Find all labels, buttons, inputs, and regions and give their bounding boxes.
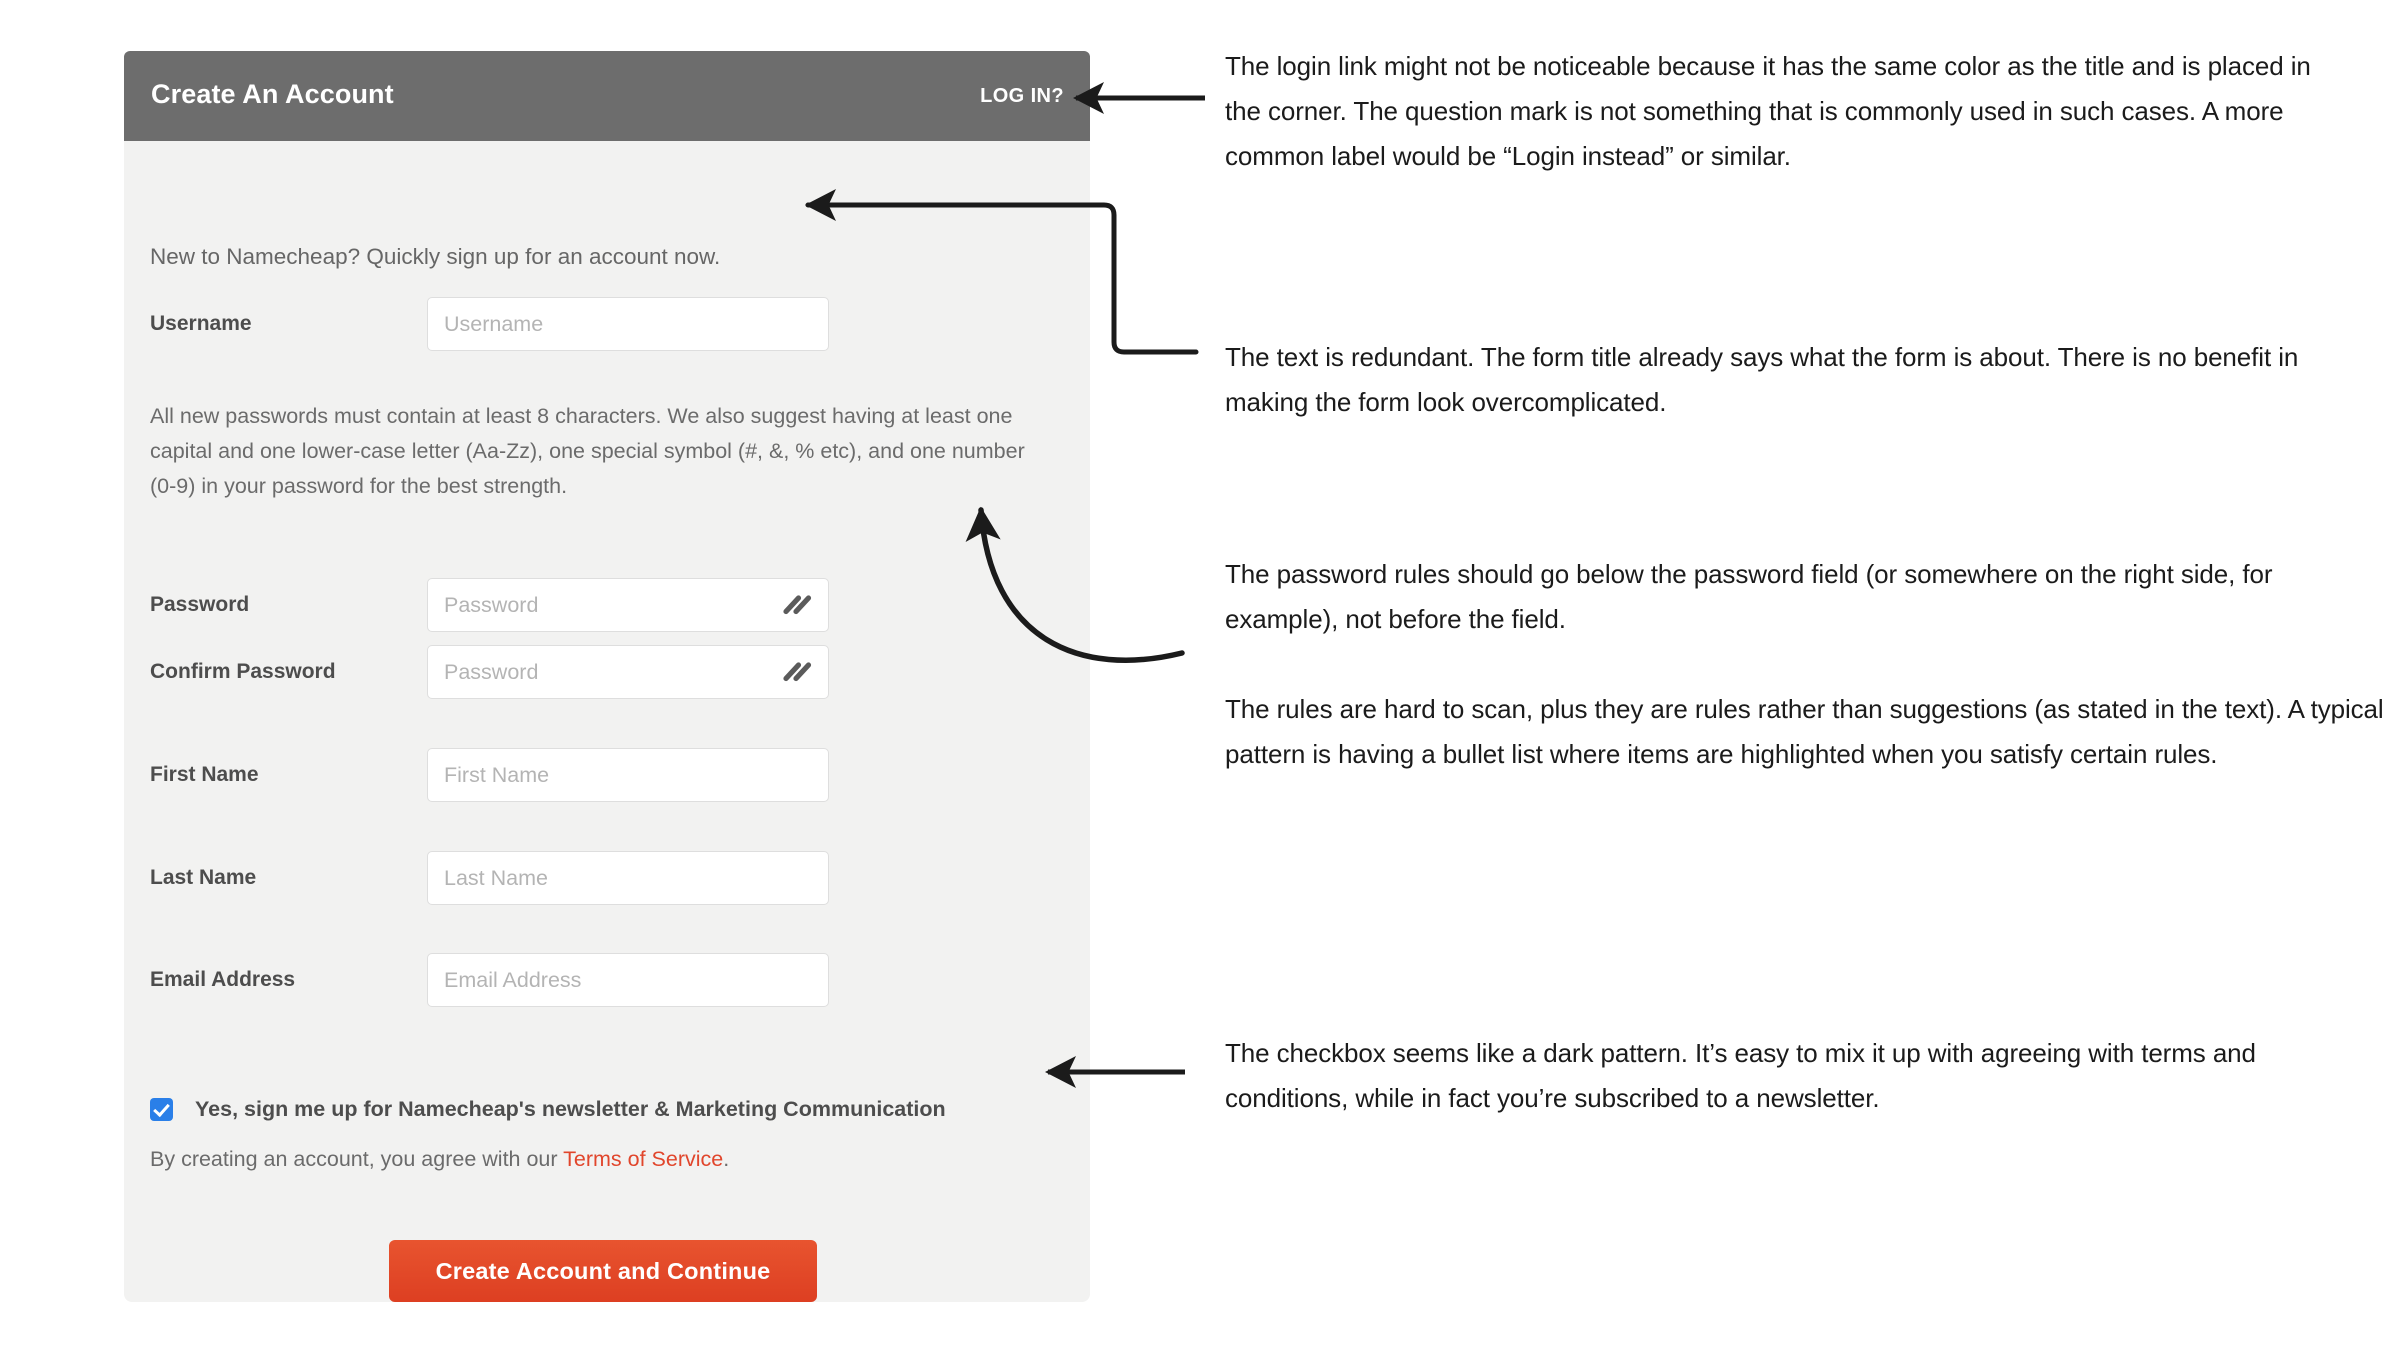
annotation-password-rules-scannability: The rules are hard to scan, plus they are rules rather than suggestions (as stated in the text). A typical pattern is having a bullet list where items are highlighted when you satisfy certain rules.	[1225, 694, 2384, 769]
create-account-button[interactable]: Create Account and Continue	[389, 1240, 817, 1302]
field-label-password: Password	[150, 593, 250, 616]
field-row-last-name	[150, 851, 890, 905]
field-row-first-name	[150, 748, 890, 802]
field-label-first-name: First Name	[150, 763, 259, 786]
password-rules-text: All new passwords must contain at least 8 characters. We also suggest having at least one capital and one lower-case letter (Aa-Zz), one special symbol (#, &, % etc), and one number (0-9) in your password for the best strength.	[150, 404, 1025, 498]
field-label-confirm-password: Confirm Password	[150, 660, 336, 683]
panel-header	[124, 51, 1090, 141]
eye-slash-icon[interactable]	[781, 592, 815, 618]
field-label-email: Email Address	[150, 968, 296, 991]
last-name-input[interactable]	[427, 851, 829, 905]
terms-suffix: .	[723, 1147, 730, 1171]
field-label-username: Username	[150, 312, 252, 335]
terms-prefix: By creating an account, you agree with our	[150, 1147, 564, 1171]
field-label-last-name: Last Name	[150, 866, 257, 889]
username-input[interactable]	[427, 297, 829, 351]
newsletter-checkbox[interactable]	[150, 1098, 173, 1121]
newsletter-checkbox-label[interactable]: Yes, sign me up for Namecheap's newsletter & Marketing Communication	[195, 1097, 946, 1121]
page-title: Create An Account	[151, 79, 394, 109]
email-input[interactable]	[427, 953, 829, 1007]
field-input-wrap-username	[427, 297, 829, 351]
annotation-redundant-text: The text is redundant. The form title already says what the form is about. There is no benefit in making the form look overcomplicated.	[1225, 342, 2299, 417]
terms-text	[150, 1147, 729, 1172]
intro-text: New to Namecheap? Quickly sign up for an account now.	[150, 244, 721, 269]
annotation-login-link: The login link might not be noticeable because it has the same color as the title and is placed in the corner. The question mark is not something that is commonly used in such cases. A more common label would be “Login instead” or similar.	[1225, 51, 2311, 171]
field-row-email	[150, 953, 890, 1007]
signup-form-panel	[124, 51, 1090, 1302]
terms-of-service-link[interactable]: Terms of Service	[563, 1147, 724, 1171]
password-input[interactable]	[427, 578, 829, 632]
field-row-confirm-password	[150, 645, 890, 699]
field-input-wrap-password	[427, 578, 829, 632]
field-row-password	[150, 578, 890, 632]
first-name-input[interactable]	[427, 748, 829, 802]
login-link[interactable]: LOG IN?	[980, 85, 1064, 107]
field-input-wrap-confirm-password	[427, 645, 829, 699]
field-input-wrap-first-name	[427, 748, 829, 802]
annotation-checkbox-dark-pattern: The checkbox seems like a dark pattern. It’s easy to mix it up with agreeing with terms and conditions, while in fact you’re subscribed to a newsletter.	[1225, 1038, 2256, 1113]
field-input-wrap-last-name	[427, 851, 829, 905]
annotation-password-rules-placement: The password rules should go below the password field (or somewhere on the right side, for example), not before the field.	[1225, 559, 2273, 634]
field-input-wrap-email	[427, 953, 829, 1007]
confirm-password-input[interactable]	[427, 645, 829, 699]
newsletter-consent-row	[150, 1097, 946, 1122]
field-row-username	[150, 297, 890, 351]
eye-slash-icon[interactable]	[781, 659, 815, 685]
